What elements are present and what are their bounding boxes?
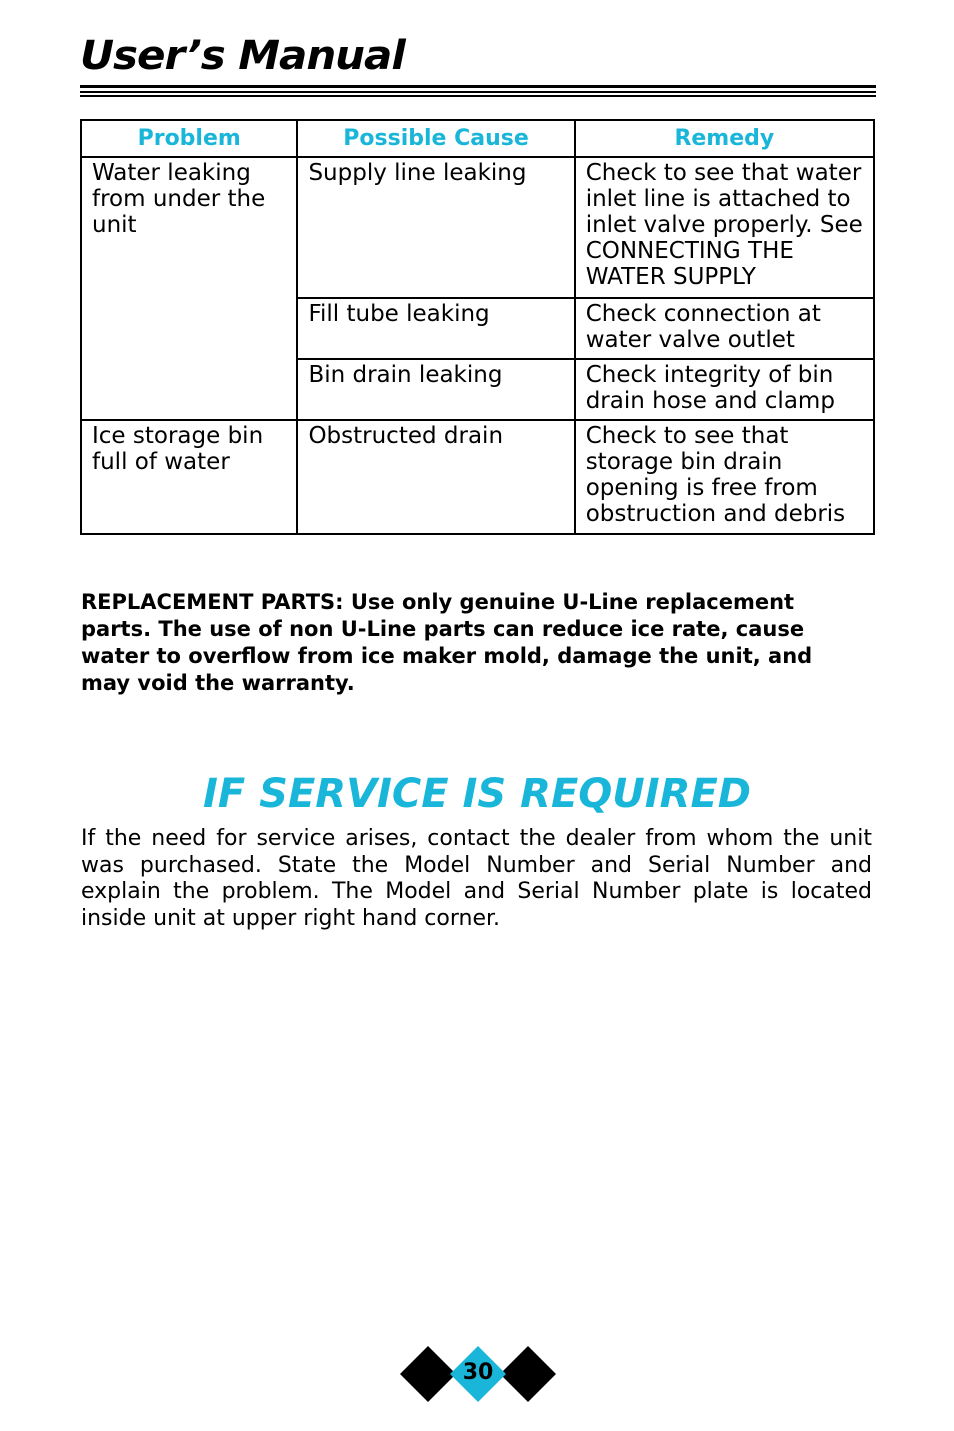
problem-cell: Ice storage bin full of water (81, 420, 297, 534)
table-row (81, 157, 874, 298)
service-paragraph: If the need for service arises, contact the dealer from whom the unit was purchased. State the Model Number and Serial Number and explain the problem. The Model and Serial Number plate is located inside unit at upper right hand corner. (81, 826, 872, 931)
header-rule-middle (80, 91, 876, 93)
table-header-row (81, 120, 874, 157)
cause-cell: Fill tube leaking (297, 298, 574, 359)
cause-cell: Supply line leaking (297, 157, 574, 298)
column-header-cause: Possible Cause (297, 120, 574, 157)
remedy-cell: Check to see that water inlet line is attached to inlet valve properly. See CONNECTING THE WATER SUPPLY (575, 157, 874, 298)
remedy-cell: Check connection at water valve outlet (575, 298, 874, 359)
cause-cell: Bin drain leaking (297, 359, 574, 420)
troubleshooting-table (80, 119, 875, 535)
table-row (81, 420, 874, 534)
remedy-cell: Check integrity of bin drain hose and clamp (575, 359, 874, 420)
column-header-remedy: Remedy (575, 120, 874, 157)
cause-cell: Obstructed drain (297, 420, 574, 534)
manual-title: User’s Manual (80, 33, 405, 79)
remedy-cell: Check to see that storage bin drain opening is free from obstruction and debris (575, 420, 874, 534)
page-number: 30 (462, 1360, 494, 1385)
replacement-parts-note: REPLACEMENT PARTS: Use only genuine U-Line replacement parts. The use of non U-Line parts can reduce ice rate, cause water to overflow from ice maker mold, damage the unit, and may void the warranty. (81, 590, 813, 695)
header-rule-thick (80, 85, 876, 88)
problem-cell: Water leaking from under the unit (81, 157, 297, 420)
service-heading: IF SERVICE IS REQUIRED (203, 771, 751, 817)
header-rule-thin (80, 95, 876, 97)
column-header-problem: Problem (81, 120, 297, 157)
page-number-badge (400, 1346, 556, 1402)
